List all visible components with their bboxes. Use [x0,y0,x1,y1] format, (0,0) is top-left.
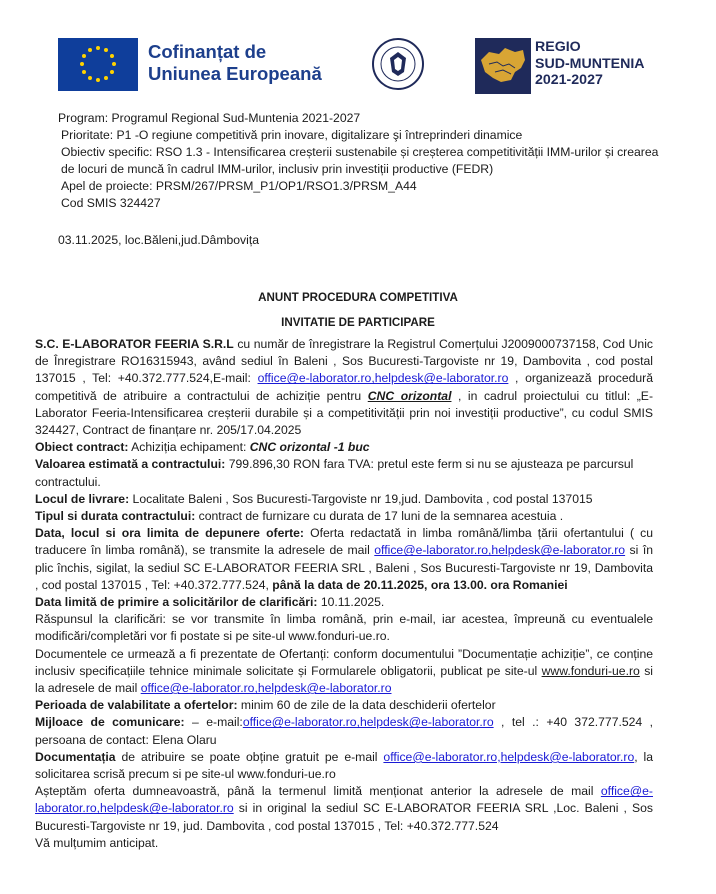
regio-sud-muntenia-logo: REGIO SUD-MUNTENIA 2021-2027 [475,38,655,94]
eu-flag-logo [58,38,138,91]
invitation-title: INVITATIE DE PARTICIPARE [281,316,435,329]
logo-header [0,0,716,100]
email-link[interactable]: office@e-laborator.ro,helpdesk@e-laborator.ro [383,749,635,764]
data-clarificari: Data limită de primire a solicitărilor de clarificări: 10.11.2025. [35,595,385,610]
email-link[interactable]: office@e-laborator.ro,helpdesk@e-laborator.ro [374,543,626,558]
eu-cofinanced-text: Cofinanțat de Uniunea Europeană [148,41,322,84]
cnc-item: CNC orizontal [367,388,452,403]
email-link[interactable]: office@e-laborator.ro,helpdesk@e-laborator.ro [242,715,494,730]
program-line: Program: Programul Regional Sud-Muntenia 2021-2027 [58,111,361,125]
documentatia-atribuire: Documentația de atribuire se poate obține gratuit pe e-mail office@e-laborator.ro,helpdesk@e-laborator.ro, la solicitarea scrisă precum si pe site-ul www.fonduri-ue.ro [35,749,654,782]
smis-line: Cod SMIS 324427 [61,196,161,210]
regio-map-icon [475,38,531,94]
tip-durata: Tipul si durata contractului: contract de furnizare cu durata de 17 luni de la semnarea acestuia . [35,509,564,524]
prioritate-line: Prioritate: P1 -O regiune competitivă prin inovare, digitalizare şi întreprinderi dinamice [61,128,523,142]
asteptam-oferta: Așteptăm oferta dumneavoastră, până la termenul limită menționat anterior la adresele de mail office@e-laborator.ro,helpdesk@e-laborator.ro si in original la sediul SC E-LABORATOR FEERIA SRL ,Loc. Baleni , Sos Bucuresti-Targoviste nr 19, jud. Dambovita , cod postal 137015 , Tel: +40.372.777.524 [35,784,653,833]
multumim: Vă mulțumim anticipat. [35,835,159,850]
data-depunere: Data, locul si ora limita de depunere oferte: Oferta redactată in limba română/limba țării ofertantului ( cu traducere în limba română), se transmite la adresele de mail office@e-laborator.ro,helpdesk@e-laborator.ro si în plic închis, sigilat, la sediul SC E-LABORATOR FEERIA SRL , Baleni , Sos Bucuresti-Targoviste nr 19, Dambovita , cod postal 137015 , Tel: +40.372.777.524, până la data de 20.11.2025, ora 13.00. ora Romaniei [35,526,654,592]
obiectiv-line: Obiectiv specific: RSO 1.3 - Intensificarea creșterii sustenabile și creșterea competitivității IMM-urilor și crearea de locuri de muncă în cadrul IMM-urilor, inclusiv prin investiții productive (FEDR) [61,145,659,176]
email-link[interactable]: office@e-laborator.ro,helpdesk@e-laborator.ro [257,371,509,386]
intro-paragraph: S.C. E-LABORATOR FEERIA S.R.L cu număr de înregistrare la Registrul Comerțului J2009000737158, Cod Unic de Înregistrare RO16315943, având sediul în Baleni , Sos Bucuresti-Targoviste nr 19, Dambovita , cod postal 137015 , Tel: +40.372.777.524,E-mail: office@e-laborator.ro,helpdesk@e-laborator.ro , organizează procedură competitivă de atribuire a contractului de achiziție pentru CNC orizontal , in cadrul proiectului cu titlul: „E-Laborator Feeria-Intensificarea creșterii durabile și a competitivității prin noi investiții productive”, cu codul SMIS 324427, Contract de finanțare nr. 205/17.04.2025 [35,337,654,438]
mijloace-comunicare: Mijloace de comunicare: – e-mail:office@e-laborator.ro,helpdesk@e-laborator.ro , tel .: +40 372.777.524 , persoana de contact: Elena Olaru [35,715,653,747]
program-info [58,110,668,212]
deadline: până la data de 20.11.2025, ora 13.00. ora Romaniei [272,577,568,592]
documente-ofertanti: Documentele ce urmează a fi prezentate de Ofertanți: conform documentului ”Documentație achiziție”, ce conține inclusiv specificațiile tehnice minimale solicitate și Formularele obligatorii, publicat pe site-ul www.fonduri-ue.ro si la adresele de mail office@e-laborator.ro,helpdesk@e-laborator.ro [35,646,653,696]
company-name: S.C. E-LABORATOR FEERIA S.R.L [35,337,234,351]
announcement-title: ANUNT PROCEDURA COMPETITIVA [258,291,458,304]
raspuns-clarificari: Răspunsul la clarificări: se vor transmite în limba română, prin e-mail, iar acestea, împreună cu eventualele modificări/completări vor fi postate si pe site-ul www.fonduri-ue.ro. [35,612,653,644]
email-link[interactable]: office@e-laborator.ro,helpdesk@e-laborator.ro [140,681,392,696]
apel-line: Apel de proiecte: PRSM/267/PRSM_P1/OP1/RSO1.3/PRSM_A44 [61,179,417,193]
obiect-contract: Obiect contract: Achiziția echipament: CNC orizontal -1 buc [35,440,370,455]
romanian-government-seal [372,38,424,90]
loc-livrare: Locul de livrare: Localitate Baleni , Sos Bucuresti-Targoviste nr 19,jud. Dambovita , cod postal 137015 [35,491,593,506]
valoare-estimata: Valoarea estimată a contractului: 799.896,30 RON fara TVA: pretul este ferm si nu se ajusteaza pe parcursul contractului. [35,457,634,489]
announcement-body [35,336,653,852]
site-link[interactable]: www.fonduri-ue.ro [541,663,640,678]
document-date: 03.11.2025, loc.Băleni,jud.Dâmbovița [58,233,259,247]
email-link[interactable]: office@e-laborator.ro,helpdesk@e-laborator.ro [35,784,653,816]
perioada-valabilitate: Perioada de valabilitate a ofertelor: minim 60 de zile de la data deschiderii ofertelor [35,698,496,713]
